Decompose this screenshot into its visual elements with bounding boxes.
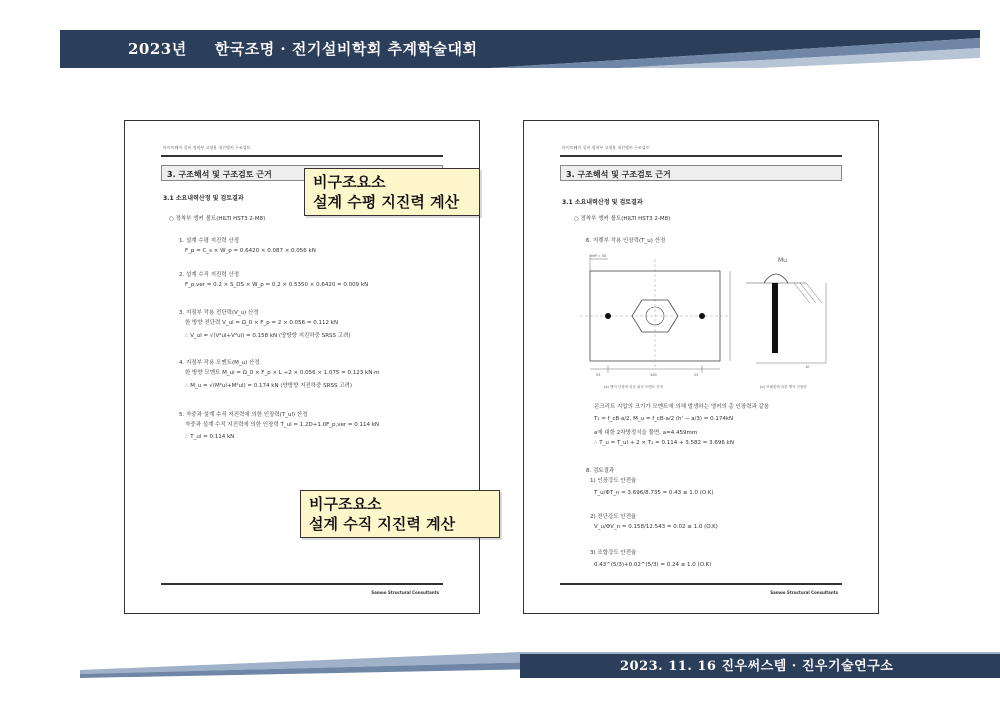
bracket-section-drawing	[746, 253, 846, 377]
dim-label: 25	[596, 373, 601, 377]
calc-line: ∴ T_ul = 0.114 kN	[185, 434, 235, 440]
doc-header-rule	[560, 155, 842, 157]
calc-line: F_p,ver = 0.2 × S_DS × W_p = 0.2 × 0.5350 × 0.6420 = 0.009 kN	[185, 282, 369, 288]
base-plate-drawing	[570, 249, 740, 377]
calc-line: ∴ T_u = T_ul + 2 × T₁ = 0.114 + 3.582 = 3.696 kN	[594, 440, 734, 446]
calc-line: 한 방향 전단력 V_ul = Ω_0 × F_p = 2 × 0.056 = 0.112 kN	[185, 320, 339, 326]
section-title: 3. 구조해석 및 구조검토 근거	[560, 165, 842, 181]
figure-caption-a: (a) 앵커 인장에 의한 회전 모멘트 산정	[604, 385, 663, 389]
figure-caption-b: (b) 브래킷에 의한 앵커 인장력	[760, 385, 807, 389]
calc-line: 1. 설계 수평 지진력 산정	[179, 238, 240, 244]
dim-label: 25	[694, 373, 699, 377]
figure-title: 6. 지렛부 작용 인장력(T_u) 산정	[586, 238, 666, 244]
header-title: 한국조명 · 전기설비학회 추계학술대회	[214, 40, 478, 58]
doc-footer: Samoo Structural Consultants	[371, 590, 439, 595]
section-title: 3. 구조해석 및 구조검토 근거	[161, 165, 443, 181]
calc-line: 3. 지점부 작용 전단력(V_u) 산정	[179, 310, 259, 316]
calc-line: ∴ V_ul = √(V²ul+V²ul) = 0.158 kN (양방향 지진하중 SRSS 고려)	[185, 333, 351, 339]
calc-line: T_u/ΦT_n = 3.696/8.735 = 0.43 ≤ 1.0 (O.K)	[594, 490, 714, 496]
doc-footer: Samoo Structural Consultants	[770, 590, 838, 595]
subsection-title: 3.1 소요내력산정 및 검토결과	[562, 199, 643, 206]
calc-line: F_p = C_s × W_p = 0.6420 × 0.087 × 0.056 kN	[185, 248, 316, 254]
header-year: 2023년	[128, 40, 187, 58]
subsection-title: 3.1 소요내력산정 및 검토결과	[163, 195, 244, 202]
calc-line: V_u/ΦV_n = 0.158/12.543 = 0.02 ≤ 1.0 (O.K)	[594, 524, 718, 530]
calc-line: 한 방향 모멘트 M_ul = Ω_0 × F_p × L ÷2 × 0.056 × 1.075 = 0.123 kN·m	[185, 370, 380, 376]
doc-header: 라이트웨이 설비 정착부 고정용 내진앵커 구조검토	[562, 145, 650, 150]
calc-line: ∴ M_u = √(M²ul+M²ul) = 0.174 kN (양방향 지진하중 SRSS 고려)	[185, 383, 352, 389]
doc-footer-rule	[560, 583, 842, 585]
anchor-item: ○ 정착부 앵커 볼트(HILTI HST3 2-M8)	[169, 216, 266, 222]
calc-line: 4. 지점부 작용 모멘트(M_u) 산정	[179, 360, 260, 366]
footer-text: 2023. 11. 16 진우써스템 · 진우기술연구소	[620, 659, 894, 674]
document-page-right	[523, 120, 879, 614]
callout-vertical-seismic	[300, 490, 500, 538]
doc-header: 라이트웨이 설비 정착부 고정용 내진앵커 구조검토	[163, 145, 251, 150]
callout-horizontal-seismic	[304, 168, 480, 216]
nprime-label: N'	[806, 365, 810, 369]
calc-line: 1) 인장강도 안전율	[590, 478, 637, 484]
doc-footer-rule	[161, 583, 443, 585]
callout-line: 비구조요소	[309, 495, 382, 513]
calc-line: 3) 조합강도 안전율	[590, 550, 637, 556]
header-text	[128, 38, 477, 59]
anchor-item: ○ 정착부 앵커 볼트(HILTI HST3 2-M8)	[574, 216, 671, 222]
calc-line: 2) 전단강도 안전율	[590, 514, 637, 520]
dim-label: 100	[650, 373, 657, 377]
calc-line: 8. 검토결과	[586, 468, 615, 474]
calc-line: 자중과 설계 수직 지진력에 의한 인장력 T_ul = 1.2D+1.0F_p,ver = 0.114 kN	[185, 422, 380, 428]
calc-line: 0.43^(5/3)+0.02^(5/3) = 0.24 ≤ 1.0 (O.K)	[594, 562, 712, 568]
callout-line: 비구조요소	[313, 173, 386, 191]
calc-line: T₁ = f_cB·a/2, M_u = f_cB·a/2 (h' − a/3) = 0.174kN	[594, 416, 734, 422]
doc-header-rule	[161, 155, 443, 157]
calc-line: a에 대한 2차방정식을 풀면, a=4.459mm	[594, 430, 698, 436]
calc-line: 콘크리트 지압의 크기가 모멘트에 의해 발생하는 앵커의 총 인장력과 같음	[594, 404, 770, 410]
calc-line: 2. 설계 수직 지진력 산정	[179, 272, 240, 278]
calc-line: 5. 자중과 설계 수직 지진력에 의한 인장력(T_ul) 산정	[179, 412, 308, 418]
callout-line: 설계 수평 지진력 계산	[313, 193, 460, 211]
heff-label: heff = 50	[590, 254, 607, 258]
moment-label: Mu	[778, 257, 787, 264]
callout-line: 설계 수직 지진력 계산	[309, 515, 456, 533]
